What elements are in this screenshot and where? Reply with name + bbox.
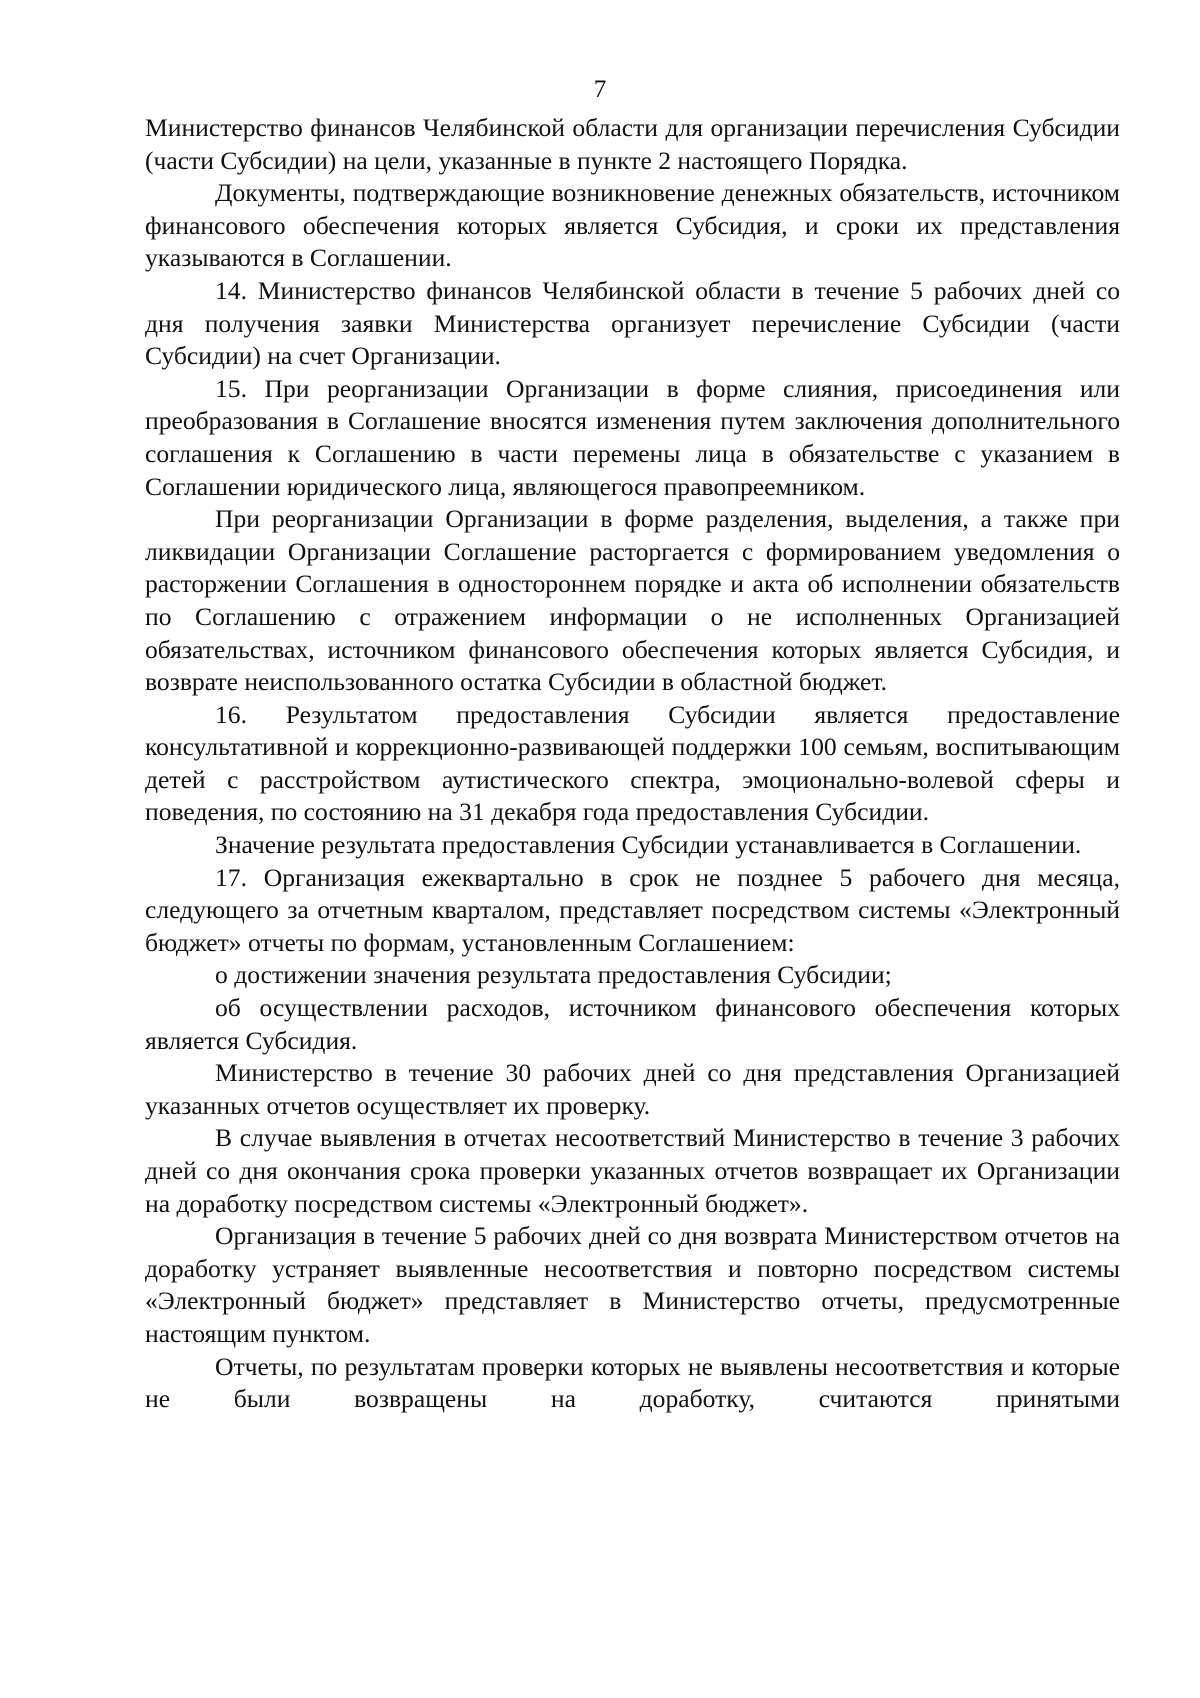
paragraph-ministry-check: Министерство в течение 30 рабочих дней со дня представления Организацией указанных отчетов осуществляет их проверку. bbox=[145, 1058, 1120, 1120]
paragraph-reorganization: При реорганизации Организации в форме разделения, выделения, а также при ликвидации Организации Соглашение расторгается с формированием уведомления о расторжении Соглашения в одностороннем порядке и акта об исполнении обязательств по Соглашению с отражением информации о не исполненных Организацией обязательствах, источником финансового обеспечения которых является Субсидия, и возврате неиспользованного остатка Субсидии в областной бюджет. bbox=[145, 504, 1120, 697]
paragraph-report-expenses: об осуществлении расходов, источником финансового обеспечения которых является Субсидия. bbox=[145, 993, 1120, 1055]
paragraph-item-15: 15. При реорганизации Организации в форме слияния, присоединения или преобразования в Соглашение вносятся изменения путем заключения дополнительного соглашения к Соглашению в части перемены лица в обязательстве с указанием в Соглашении юридического лица, являющегося правопреемником. bbox=[145, 373, 1120, 501]
paragraph-accepted-reports: Отчеты, по результатам проверки которых не выявлены несоответствия и которые не были возвращены на доработку, считаются принятыми bbox=[145, 1351, 1120, 1414]
page-number: 7 bbox=[593, 76, 607, 103]
paragraph-item-14: 14. Министерство финансов Челябинской области в течение 5 рабочих дней со дня получения заявки Министерства организует перечисление Субсидии (части Субсидии) на счет Организации. bbox=[145, 275, 1120, 371]
paragraph-report-achievement: о достижении значения результата предоставления Субсидии; bbox=[215, 960, 892, 990]
paragraph-discrepancies: В случае выявления в отчетах несоответствий Министерство в течение 3 рабочих дней со дня окончания срока проверки указанных отчетов возвращает их Организации на доработку посредством системы «Электронный бюджет». bbox=[145, 1123, 1120, 1218]
paragraph-rework: Организация в течение 5 рабочих дней со дня возврата Министерством отчетов на доработку устраняет выявленные несоответствия и повторно посредством системы «Электронный бюджет» представляет в Министерство отчеты, предусмотренные настоящим пунктом. bbox=[145, 1221, 1120, 1348]
document-body bbox=[145, 112, 1120, 1416]
paragraph-continuation: Министерство финансов Челябинской области для организации перечисления Субсидии (части Субсидии) на цели, указанные в пункте 2 настоящего Порядка. bbox=[145, 113, 1120, 175]
paragraph-result-value: Значение результата предоставления Субсидии устанавливается в Соглашении. bbox=[215, 830, 1082, 860]
paragraph-item-17: 17. Организация ежеквартально в срок не позднее 5 рабочего дня месяца, следующего за отчетным кварталом, представляет посредством системы «Электронный бюджет» отчеты по формам, установленным Соглашением: bbox=[145, 862, 1120, 957]
paragraph-documents: Документы, подтверждающие возникновение денежных обязательств, источником финансового обеспечения которых является Субсидия, и сроки их представления указываются в Соглашении. bbox=[145, 178, 1120, 273]
paragraph-item-16: 16. Результатом предоставления Субсидии является предоставление консультативной и коррекционно-развивающей поддержки 100 семьям, воспитывающим детей с расстройством аутистического спектра, эмоционально-волевой сферы и поведения, по состоянию на 31 декабря года предоставления Субсидии. bbox=[145, 699, 1120, 827]
